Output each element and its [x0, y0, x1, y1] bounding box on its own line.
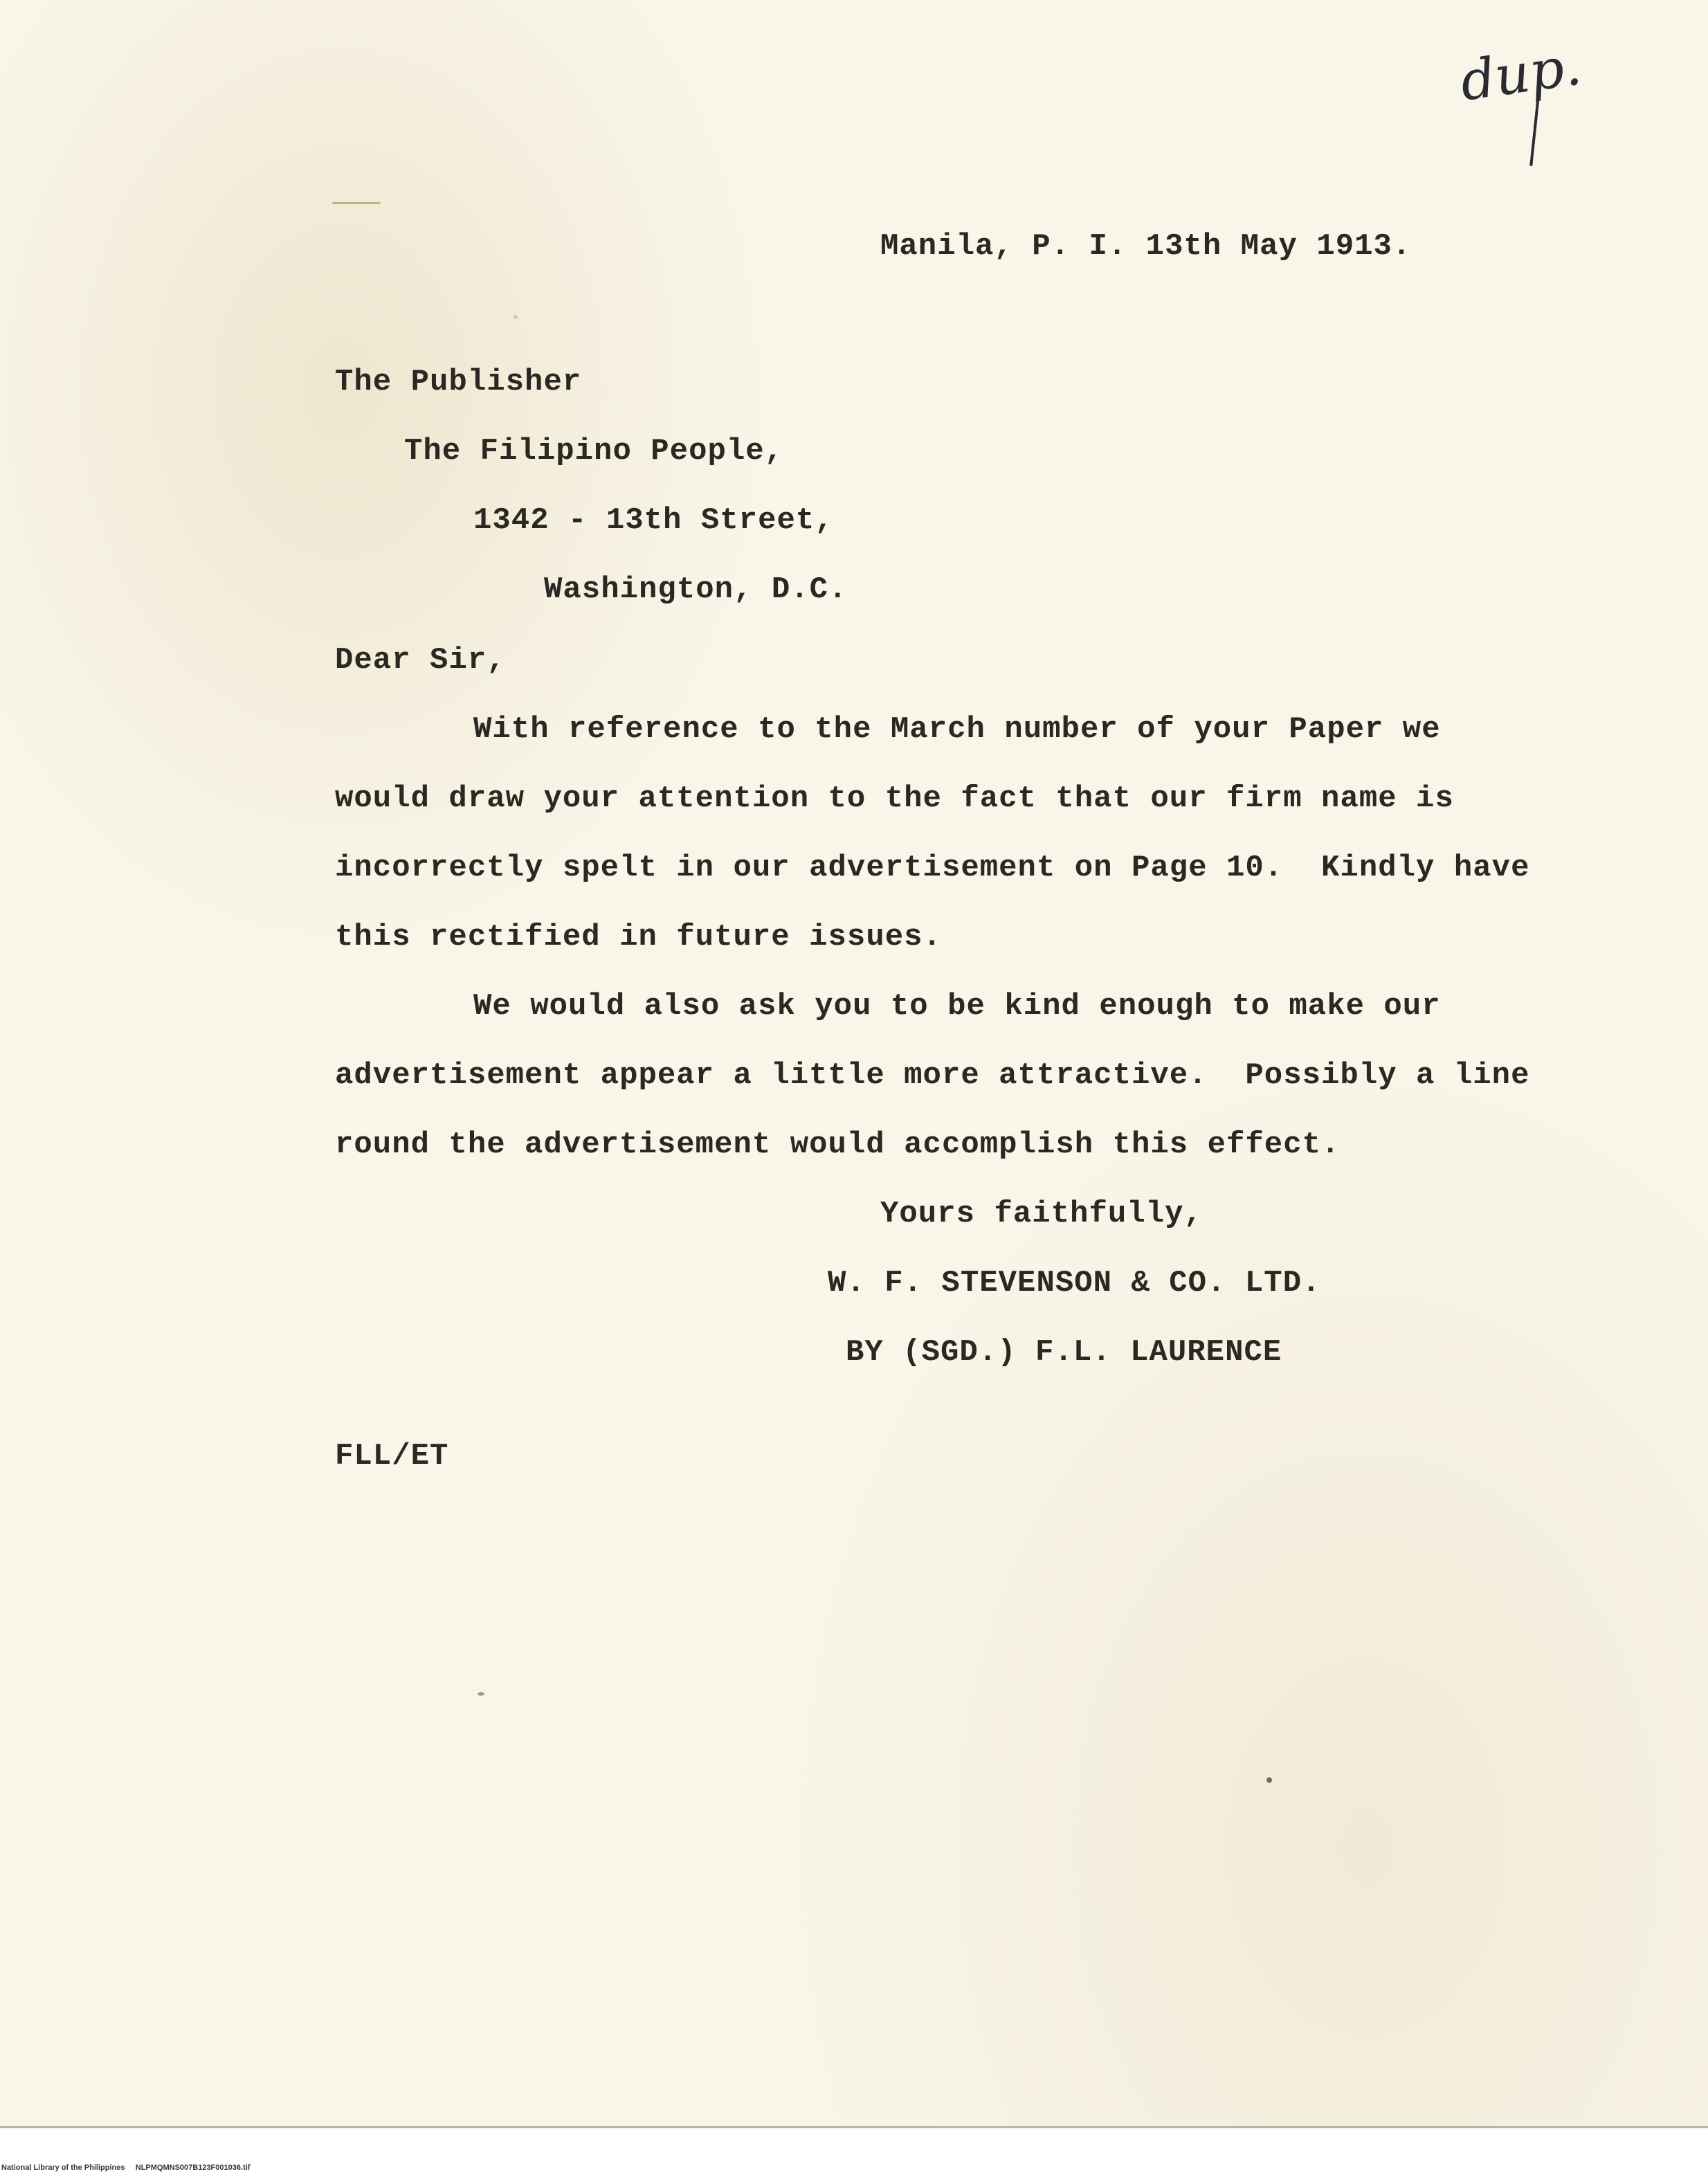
handwritten-dup-note: dup. [1456, 35, 1586, 114]
salutation: Dear Sir, [335, 643, 506, 678]
recipient-line-4: Washington, D.C. [544, 572, 848, 607]
paper-speck [332, 202, 381, 204]
paper-speck [478, 1692, 484, 1696]
body-paragraph-1-line-3: incorrectly spelt in our advertisement on Page 10. Kindly have [335, 851, 1530, 885]
body-paragraph-1-line-2: would draw your attention to the fact that our firm name is [335, 781, 1454, 816]
recipient-line-1: The Publisher [335, 365, 582, 399]
recipient-line-2: The Filipino People, [404, 434, 784, 469]
body-paragraph-2-line-3: round the advertisement would accomplish this effect. [335, 1127, 1341, 1162]
body-paragraph-1-line-4: this rectified in future issues. [335, 920, 942, 954]
archive-caption: National Library of the Philippines NLPMQMNS007B123F001036.tif [1, 2164, 251, 2172]
closing: Yours faithfully, [880, 1197, 1203, 1231]
recipient-line-3: 1342 - 13th Street, [473, 503, 834, 538]
signature-line: BY (SGD.) F.L. LAURENCE [846, 1335, 1282, 1370]
reference-initials: FLL/ET [335, 1439, 449, 1474]
body-paragraph-2-line-2: advertisement appear a little more attractive. Possibly a line [335, 1058, 1530, 1093]
body-paragraph-2-line-1: We would also ask you to be kind enough to make our [473, 989, 1441, 1024]
scan-bottom-margin [0, 2126, 1708, 2176]
dateline: Manila, P. I. 13th May 1913. [880, 229, 1412, 264]
paper-speck [514, 315, 518, 319]
paper-speck [1266, 1777, 1272, 1783]
company-name: W. F. STEVENSON & CO. LTD. [828, 1266, 1321, 1300]
body-paragraph-1-line-1: With reference to the March number of your Paper we [473, 712, 1441, 747]
